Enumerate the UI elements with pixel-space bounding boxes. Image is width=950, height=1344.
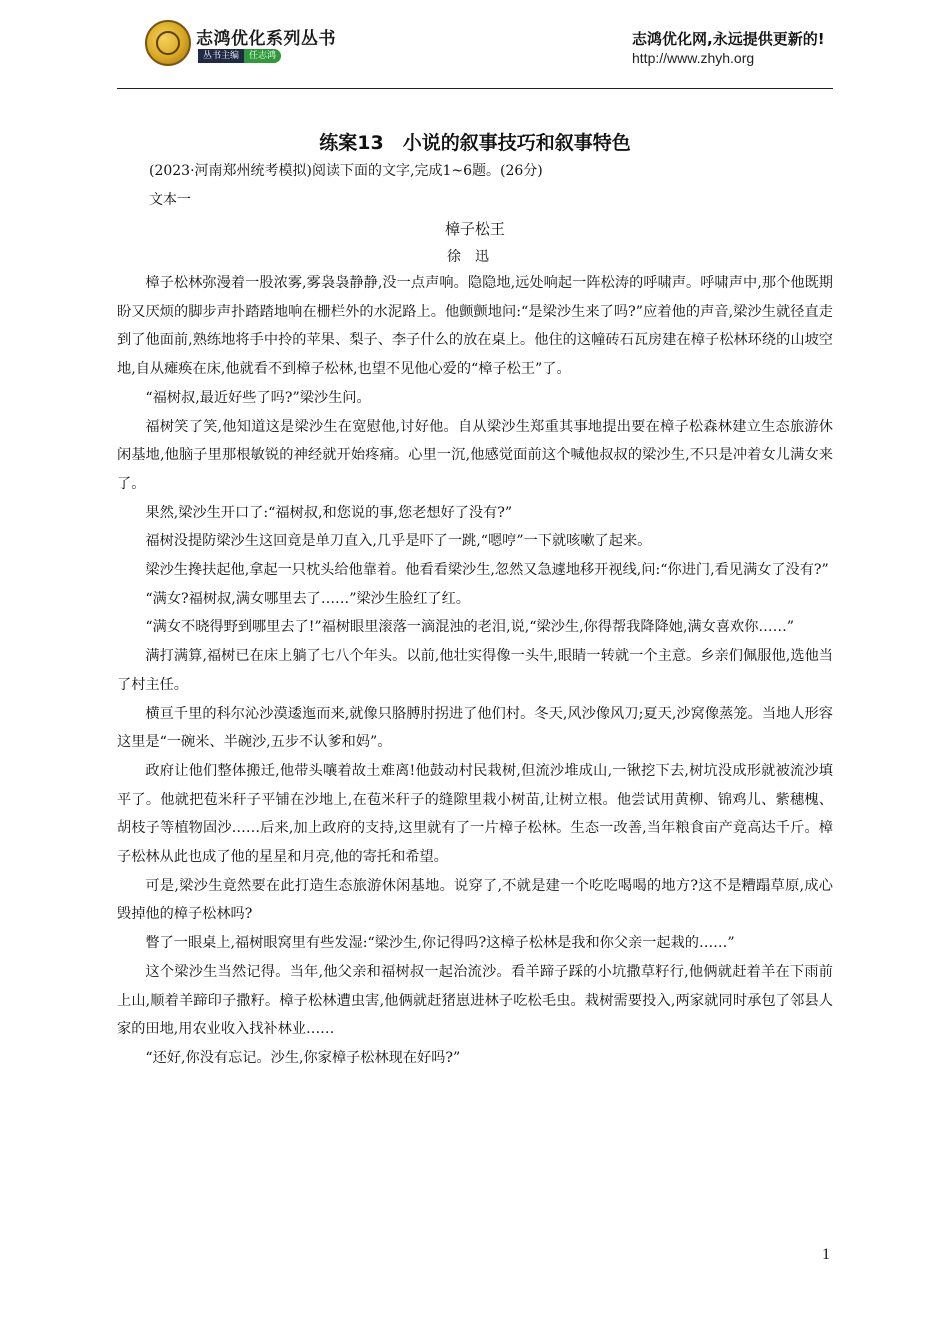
- story-paragraph: 果然,梁沙生开口了:“福树叔,和您说的事,您老想好了没有?”: [145, 504, 513, 521]
- editor-name: 任志鸿: [244, 49, 281, 63]
- story-body: [117, 269, 833, 1073]
- story-paragraph: “福树叔,最近好些了吗?”梁沙生问。: [145, 389, 371, 406]
- story-paragraph: 这个梁沙生当然记得。当年,他父亲和福树叔一起治流沙。看羊蹄子踩的小坑撒草籽行,他俩就赶着羊在下雨前上山,顺着羊蹄印子撒籽。樟子松林遭虫害,他俩就赶猪崽进林子吃松毛虫。栽树需要投入,两家就同时承包了邻县人家的田地,用农业收入找补林业……: [117, 963, 833, 1038]
- story-paragraph: 瞥了一眼桌上,福树眼窝里有些发湿:“梁沙生,你记得吗?这樟子松林是我和你父亲一起栽的……”: [145, 935, 735, 952]
- editor-label: 丛书主编: [198, 49, 244, 63]
- story-paragraph: 满打满算,福树已在床上躺了七八个年头。以前,他壮实得像一头牛,眼睛一转就一个主意。乡亲们佩服他,选他当了村主任。: [117, 648, 833, 693]
- story-paragraph: 梁沙生搀扶起他,拿起一只枕头给他靠着。他看看梁沙生,忽然又急遽地移开视线,问:“你进门,看见满女了没有?”: [145, 562, 829, 579]
- story-paragraph: 政府让他们整体搬迁,他带头嚷着故土难离!他鼓动村民栽树,但流沙堆成山,一锹挖下去,树坑没成形就被流沙填平了。他就把苞米秆子平铺在沙地上,在苞米秆子的缝隙里栽小树苗,让树立根。他尝试用黄柳、锦鸡儿、紫穗槐、胡枝子等植物固沙……后来,加上政府的支持,这里就有了一片樟子松林。生态一改善,当年粮食亩产竟高达千斤。樟子松林从此也成了他的星星和月亮,他的寄托和希望。: [117, 762, 833, 866]
- story-title: 樟子松王: [444, 220, 505, 238]
- story-paragraph: 樟子松林弥漫着一股浓雾,雾袅袅静静,没一点声响。隐隐地,远处响起一阵松涛的呼啸声。呼啸声中,那个他既期盼又厌烦的脚步声扑踏踏地响在栅栏外的水泥路上。他颤颤地问:“是梁沙生来了吗?”应着他的声音,梁沙生就径直走到了他面前,熟练地将手中拎的苹果、梨子、李子什么的放在桌上。他住的这幢砖石瓦房建在樟子松林环绕的山坡空地,自从瘫痪在床,他就看不到樟子松林,也望不见他心爱的“樟子松王”了。: [117, 275, 833, 378]
- story-paragraph: 横亘千里的科尔沁沙漠逶迤而来,就像只胳膊肘拐进了他们村。冬天,风沙像风刀;夏天,沙窝像蒸笼。当地人形容这里是“一碗米、半碗沙,五步不认爹和妈”。: [117, 705, 833, 751]
- story-paragraph: 福树笑了笑,他知道这是梁沙生在宽慰他,讨好他。自从梁沙生郑重其事地提出要在樟子松森林建立生态旅游休闲基地,他脑子里那根敏锐的神经就开始疼痛。心里一沉,他感觉面前这个喊他叔叔的梁沙生,不只是冲着女儿满女来了。: [117, 418, 833, 492]
- page-title: 练案13 小说的叙事技巧和叙事特色: [319, 132, 631, 154]
- story-paragraph: “还好,你没有忘记。沙生,你家樟子松林现在好吗?”: [145, 1049, 461, 1066]
- header-divider: [117, 88, 833, 89]
- story-paragraph: “满女?福树叔,满女哪里去了……”梁沙生脸红了红。: [145, 590, 470, 607]
- header-url: http://www.zhyh.org: [632, 50, 755, 66]
- story-paragraph: “满女不晓得野到哪里去了!”福树眼里滚落一滴混浊的老泪,说,“梁沙生,你得帮我降降她,满女喜欢你……”: [145, 619, 795, 636]
- exercise-intro: (2023·河南郑州统考模拟)阅读下面的文字,完成1~6题。(26分): [149, 163, 543, 179]
- editor-badge: [198, 49, 281, 63]
- page-header: [0, 0, 950, 92]
- header-slogan: 志鸿优化网,永远提供更新的!: [632, 30, 825, 48]
- text-label: 文本一: [149, 192, 191, 208]
- story-paragraph: 可是,梁沙生竟然要在此打造生态旅游休闲基地。说穿了,不就是建一个吃吃喝喝的地方?这不是糟蹋草原,成心毁掉他的樟子松林吗?: [117, 877, 833, 923]
- publisher-logo-icon: [145, 20, 191, 66]
- story-author: 徐迅: [447, 249, 503, 265]
- page-number: 1: [822, 1246, 830, 1263]
- story-paragraph: 福树没提防梁沙生这回竟是单刀直入,几乎是吓了一跳,“嗯哼”一下就咳嗽了起来。: [145, 533, 652, 550]
- series-name: 志鸿优化系列丛书: [196, 29, 336, 49]
